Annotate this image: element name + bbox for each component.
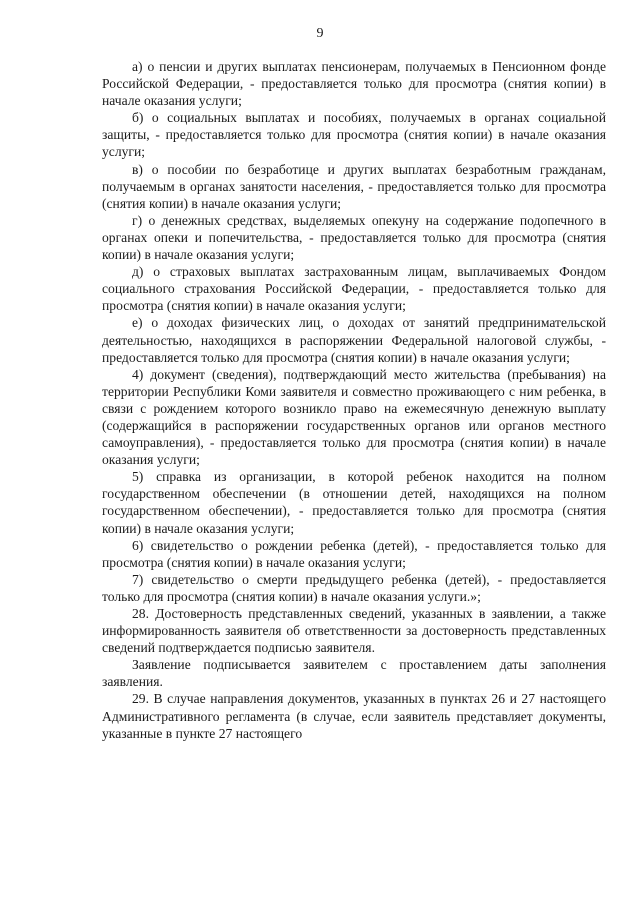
page-number: 9 — [316, 26, 324, 41]
paragraph-28-reliability: 28. Достоверность представленных сведений, указанных в заявлении, а также информированность заявителя об ответственности за достоверность представленных сведений подтверждается подписью заявителя. — [102, 606, 606, 656]
paragraph-item-5-certificate: 5) справка из организации, в которой ребенок находится на полном государственном обеспечении (в отношении детей, находящихся на полном государственном обеспечении), - предоставляется только для просмотра (снятия копии) в начале оказания услуги; — [102, 469, 606, 536]
paragraph-item-7-death: 7) свидетельство о смерти предыдущего ребенка (детей), - предоставляется только для просмотра (снятия копии) в начале оказания услуги.»; — [102, 571, 606, 604]
paragraph-item-v-unemployment: в) о пособии по безработице и других выплатах безработным гражданам, получаемым в органах занятости населения, - предоставляется только для просмотра (снятия копии) в начале оказания услуги; — [102, 161, 606, 211]
paragraph-item-g-guardianship: г) о денежных средствах, выделяемых опекуну на содержание подопечного в органах опеки и попечительства, - предоставляется только для просмотра (снятия копии) в начале оказания услуги; — [102, 212, 606, 263]
paragraph-item-6-birth: 6) свидетельство о рождении ребенка (детей), - предоставляется только для просмотра (снятия копии) в начале оказания услуги; — [102, 537, 606, 570]
document-body — [102, 58, 606, 742]
paragraph-item-a-pension: а) о пенсии и других выплатах пенсионерам, получаемых в Пенсионном фонде Российской Федерации, - предоставляется только для просмотра (снятия копии) в начале оказания услуги; — [102, 59, 606, 109]
paragraph-item-d-insurance: д) о страховых выплатах застрахованным лицам, выплачиваемых Фондом социального страхования Российской Федерации, - предоставляется только для просмотра (снятия копии) в начале оказания услуги; — [102, 264, 606, 314]
paragraph-item-b-social-payments: б) о социальных выплатах и пособиях, получаемых в органах социальной защиты, - предоставляется только для просмотра (снятия копии) в начале оказания услуги; — [102, 110, 606, 160]
paragraph-item-e-income: е) о доходах физических лиц, о доходах от занятий предпринимательской деятельностью, находящихся в распоряжении Федеральной налоговой службы, - предоставляется только для просмотра (снятия копии) в начале оказания услуги; — [102, 315, 606, 365]
paragraph-signature: Заявление подписывается заявителем с проставлением даты заполнения заявления. — [102, 657, 606, 690]
paragraph-29-documents: 29. В случае направления документов, указанных в пунктах 26 и 27 настоящего Административного регламента (в случае, если заявитель представляет документы, указанные в пункте 27 настоящего — [102, 691, 606, 741]
paragraph-item-4-residence: 4) документ (сведения), подтверждающий место жительства (пребывания) на территории Республики Коми заявителя и совместно проживающего с ним ребенка, в связи с рождением которого возникло право на ежемесячную денежную выплату (содержащийся в распоряжении государственных органов или органов местного самоуправления), - предоставляется только для просмотра (снятия копии) в начале оказания услуги; — [102, 366, 606, 468]
